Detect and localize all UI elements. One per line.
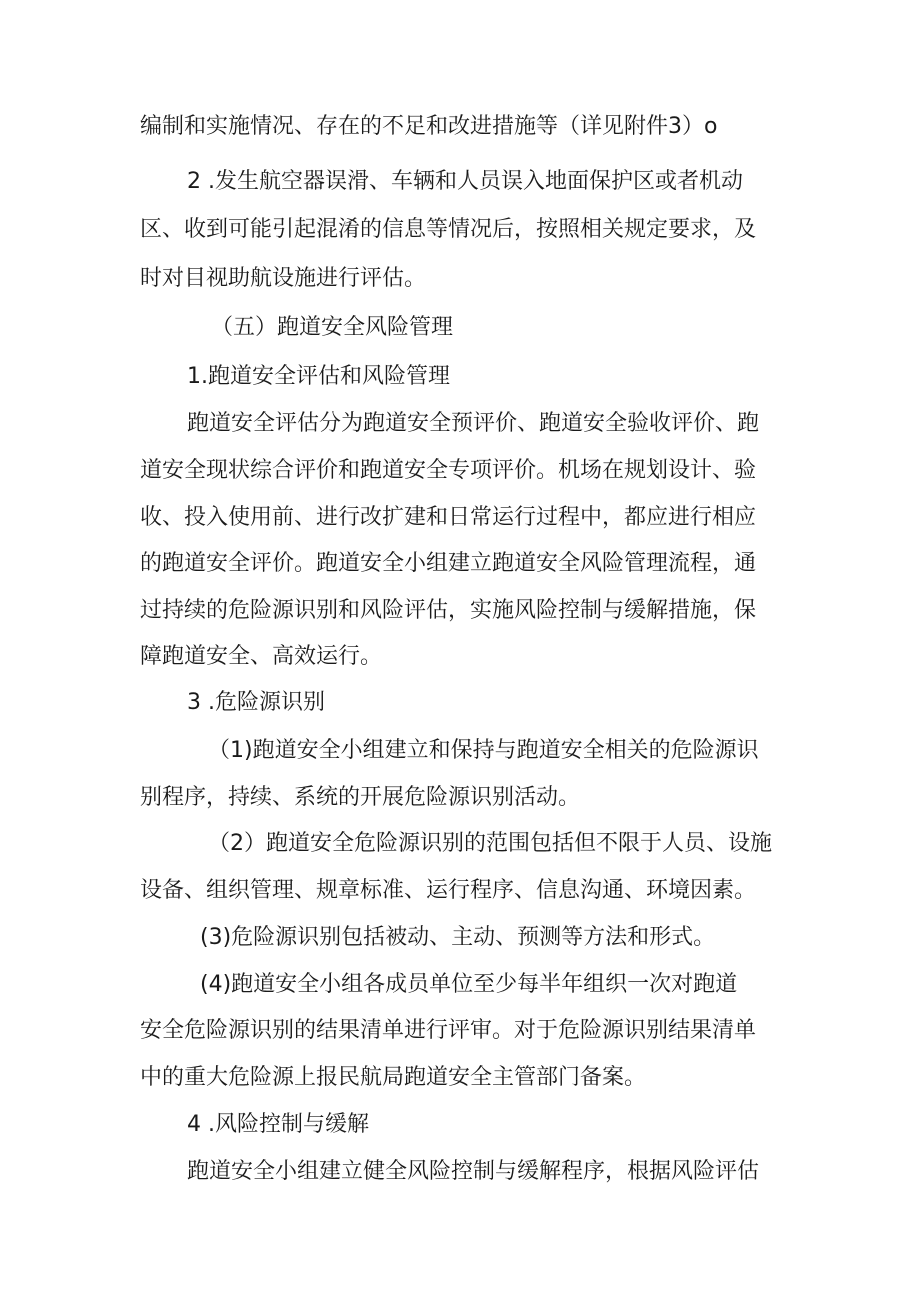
section-heading: （五）跑道安全风险管理 — [211, 315, 454, 340]
paragraph-line: 道安全现状综合评价和跑道安全专项评价。机场在规划设计、验 — [140, 458, 757, 483]
paragraph-line: 收、投入使用前、进行改扩建和日常运行过程中，都应进行相应 — [140, 505, 757, 530]
paragraph-line: 区、收到可能引起混淆的信息等情况后，按照相关规定要求，及 — [140, 217, 757, 242]
list-item-2: 2 .发生航空器误滑、车辆和人员误入地面保护区或者机动 — [187, 169, 743, 194]
subsection-heading: 1.跑道安全评估和风险管理 — [187, 364, 450, 389]
paragraph-line: 的跑道安全评价。跑道安全小组建立跑道安全风险管理流程，通 — [140, 551, 757, 576]
subsection-heading: 4 .风险控制与缓解 — [187, 1112, 369, 1137]
paragraph-line: 安全危险源识别的结果清单进行评审。对于危险源识别结果清单 — [140, 1018, 757, 1043]
paragraph-line: 中的重大危险源上报民航局跑道安全主管部门备案。 — [140, 1065, 647, 1090]
list-item: （1)跑道安全小组建立和保持与跑道安全相关的危险源识 — [208, 738, 759, 763]
paragraph-line: 编制和实施情况、存在的不足和改进措施等（详见附件3）o — [140, 114, 718, 139]
list-item: （2）跑道安全危险源识别的范围包括但不限于人员、设施 — [208, 831, 772, 856]
paragraph-line: 时对目视助航设施进行评估。 — [140, 266, 427, 291]
paragraph-line: 跑道安全小组建立健全风险控制与缓解程序，根据风险评估 — [187, 1159, 760, 1184]
paragraph-line: 跑道安全评估分为跑道安全预评价、跑道安全验收评价、跑 — [187, 411, 760, 436]
subsection-heading: 3 .危险源识别 — [187, 690, 325, 715]
paragraph-line: 障跑道安全、高效运行。 — [140, 644, 383, 669]
list-item: (3)危险源识别包括被动、主动、预测等方法和形式。 — [200, 925, 716, 950]
paragraph-line: 设备、组织管理、规章标准、运行程序、信息沟通、环境因素。 — [140, 878, 757, 903]
list-item: (4)跑道安全小组各成员单位至少每半年组织一次对跑道 — [200, 972, 738, 997]
paragraph-line: 别程序，持续、系统的开展危险源识别活动。 — [140, 785, 581, 810]
paragraph-line: 过持续的危险源识别和风险评估，实施风险控制与缓解措施，保 — [140, 598, 757, 623]
